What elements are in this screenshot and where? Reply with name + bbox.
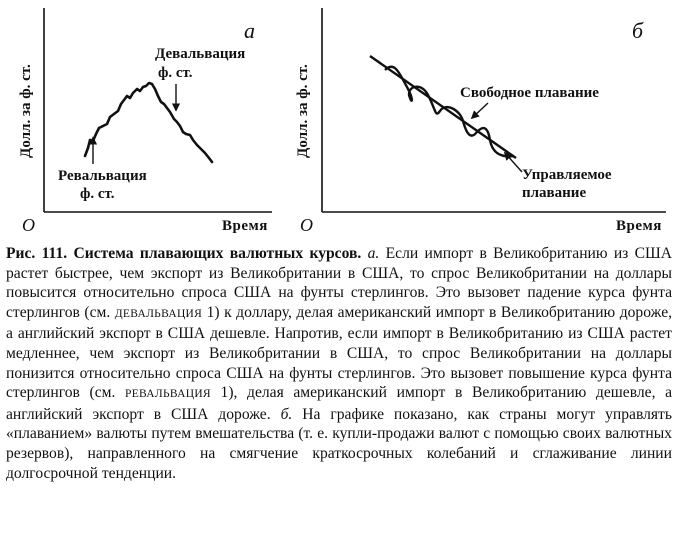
free-float-arrow: [472, 103, 488, 118]
panel-b: [295, 8, 666, 235]
caption-text-4: На графике показано, как страны могут управлять «плаванием» валюты путем вмешательства (т. е. купли-продажи валют с помощью своих валютных резервов), направленного на смягчение краткосрочных колебаний и сглаживание линии долгосрочной тенденции.: [6, 405, 672, 482]
panel-b-x-label: Время: [616, 218, 662, 234]
managed-float-label-line2: плавание: [522, 185, 587, 201]
panel-a-origin: O: [22, 215, 35, 235]
caption-text-1: Если импорт в Великобританию из США растет быстрее, чем экспорт из Великобритании в США, то спрос Великобритании на доллары повысится относительно спроса США на фунты стерлингов. Это вызовет падение курса фунта стерлингов (см.: [6, 245, 673, 321]
caption-marker-b: б.: [280, 405, 293, 423]
revaluation-label-line2: ф. ст.: [80, 186, 115, 202]
caption-figure-number: Рис. 111.: [6, 245, 68, 262]
panel-a-exchange-rate-curve: [85, 83, 212, 162]
caption-marker-a: а.: [367, 245, 380, 262]
panel-b-y-label: Долл. за ф. ст.: [295, 64, 311, 158]
panel-a-x-label: Время: [222, 218, 268, 234]
caption-ref-devaluation: ДЕВАЛЬВАЦИЯ: [114, 307, 203, 320]
panel-b-letter: б: [632, 18, 644, 43]
free-float-label: Свободное плавание: [460, 85, 599, 101]
panel-b-origin: O: [300, 215, 313, 235]
caption-text-2: 1) к доллару, делая американский импорт в Великобританию дороже, а английский экспорт в США дешевле. Напротив, если импорт в Великобританию из США растет медленнее, чем экспорт из Великобритании в США, то спрос Великобритании на доллары понизится относительно спроса США на фунты стерлингов. Это вызовет повышение курса фунта стерлингов (см.: [6, 303, 673, 402]
managed-float-label-line1: Управляемое: [522, 167, 612, 183]
panel-a-letter: а: [244, 18, 255, 43]
panel-a: [18, 8, 272, 235]
revaluation-label-line1: Ревальвация: [58, 168, 147, 184]
figure: [0, 0, 680, 240]
devaluation-label-line1: Девальвация: [155, 46, 246, 62]
figure-caption: [6, 244, 672, 483]
caption-text-3: 1), делая американский импорт в Великобританию дешевле, а английский экспорт в США дороже.: [6, 384, 672, 423]
caption-ref-revaluation: РЕВАЛЬВАЦИЯ: [125, 388, 211, 401]
devaluation-label-line2: ф. ст.: [158, 65, 193, 81]
panel-a-y-label: Долл. за ф. ст.: [18, 64, 34, 158]
caption-title: Система плавающих валютных курсов.: [73, 245, 362, 262]
